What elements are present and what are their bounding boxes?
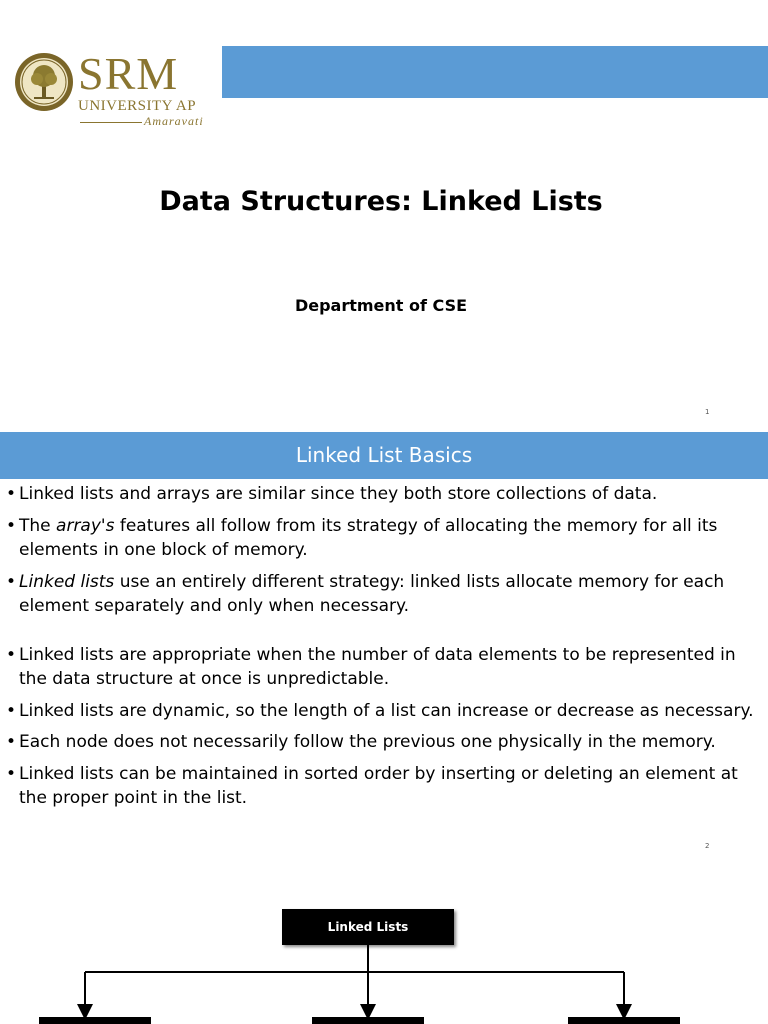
title-slide	[0, 0, 768, 432]
tree-connectors	[0, 864, 768, 1024]
header-accent-bar	[222, 46, 768, 98]
department-label: Department of CSE	[294, 296, 468, 315]
linked-lists-root-node: Linked Lists	[282, 909, 454, 945]
bullet-item: • Linked lists are dynamic, so the length of a list can increase or decrease as necessary.	[6, 699, 768, 724]
brand-city: Amaravati	[144, 114, 204, 128]
brand-name: SRM	[78, 48, 179, 99]
page-number: 1	[705, 408, 710, 416]
university-logo	[14, 50, 214, 130]
child-node-right	[568, 1017, 680, 1024]
bullet-item: • Each node does not necessarily follow the previous one physically in the memory.	[6, 730, 768, 755]
child-node-left	[39, 1017, 151, 1024]
brand-divider	[80, 122, 142, 123]
bullet-item: • Linked lists and arrays are similar since they both store collections of data.	[6, 482, 768, 507]
basics-slide	[0, 432, 768, 864]
types-diagram-slide	[0, 864, 768, 1024]
bullet-item: • Linked lists use an entirely different strategy: linked lists allocate memory for each element separately and only when necessary.	[6, 570, 768, 619]
page-number: 2	[705, 842, 710, 850]
bullet-item: • Linked lists are appropriate when the number of data elements to be represented in the data structure at once is unpredictable.	[6, 643, 768, 692]
brand-text	[78, 48, 204, 128]
child-node-middle	[312, 1017, 424, 1024]
bullet-item: • The array's features all follow from its strategy of allocating the memory for all its elements in one block of memory.	[6, 514, 768, 563]
bullet-item: • Linked lists can be maintained in sorted order by inserting or deleting an element at the proper point in the list.	[6, 762, 768, 811]
brand-subtitle: UNIVERSITY AP	[78, 98, 197, 114]
bullet-list	[6, 482, 768, 818]
slide-title: Data Structures: Linked Lists	[159, 186, 603, 217]
tree-seal-icon	[14, 52, 74, 112]
slide-header: Linked List Basics	[0, 432, 768, 479]
